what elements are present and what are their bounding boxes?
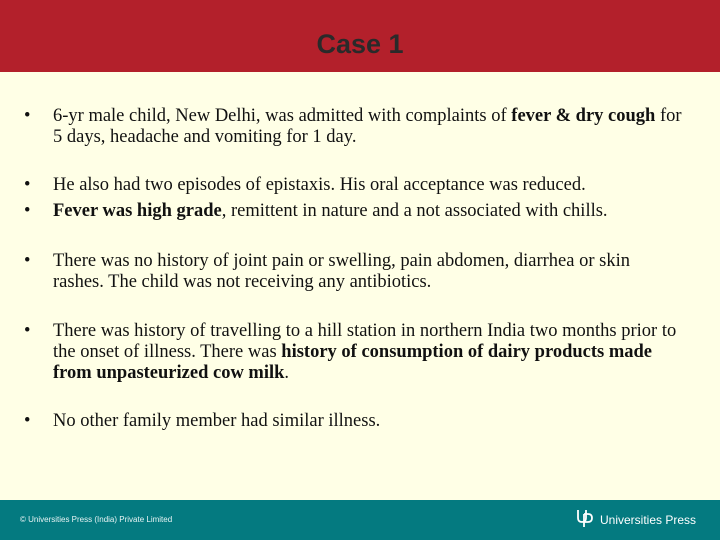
bullet-text-segment: There was history of travelling to a hill station in northern India two months prior to the onset of illness. There was xyxy=(53,321,677,362)
bullet-text xyxy=(53,106,684,148)
bullet-item xyxy=(24,411,684,432)
bullet-text-segment: There was no history of joint pain or swelling, pain abdomen, diarrhea or skin rashes. The child was not receiving any antibiotics. xyxy=(53,251,630,292)
bullet-text-segment: 6-yr male child, New Delhi, was admitted with complaints of xyxy=(53,106,512,126)
bullet-text-segment: , remittent in nature and a not associated with chills. xyxy=(221,201,608,221)
bullet-emphasis: Fever was high grade xyxy=(53,201,222,221)
bullet-item xyxy=(24,251,684,293)
bullet-item xyxy=(24,321,684,384)
universities-press-logo-icon xyxy=(576,507,594,529)
bullet-marker: • xyxy=(24,411,31,431)
bullet-marker: • xyxy=(24,201,31,221)
footer-bar xyxy=(0,500,720,540)
bullet-text xyxy=(53,201,684,222)
bullet-item xyxy=(24,106,684,148)
bullet-text-segment: . xyxy=(284,363,290,383)
brand-name: Universities Press xyxy=(600,513,697,527)
bullet-text xyxy=(53,411,684,432)
bullet-text-segment: for 5 days, headache and vomiting for 1 day. xyxy=(53,106,682,147)
bullet-item xyxy=(24,201,684,222)
bullet-text-segment: No other family member had similar illness. xyxy=(53,411,381,431)
bullet-text xyxy=(53,321,684,384)
bullet-marker: • xyxy=(24,321,31,341)
bullet-text xyxy=(53,175,684,196)
copyright-text: © Universities Press (India) Private Limited xyxy=(20,515,173,524)
bullet-marker: • xyxy=(24,175,31,195)
bullet-marker: • xyxy=(24,106,31,126)
bullet-item xyxy=(24,175,684,196)
bullet-marker: • xyxy=(24,251,31,271)
bullet-text-segment: He also had two episodes of epistaxis. His oral acceptance was reduced. xyxy=(53,175,586,195)
bullet-emphasis: fever & dry cough xyxy=(511,106,656,126)
bullet-emphasis: history of consumption of dairy products made from unpasteurized cow milk xyxy=(53,342,653,383)
slide-title: Case 1 xyxy=(316,29,404,59)
bullet-text xyxy=(53,251,684,293)
